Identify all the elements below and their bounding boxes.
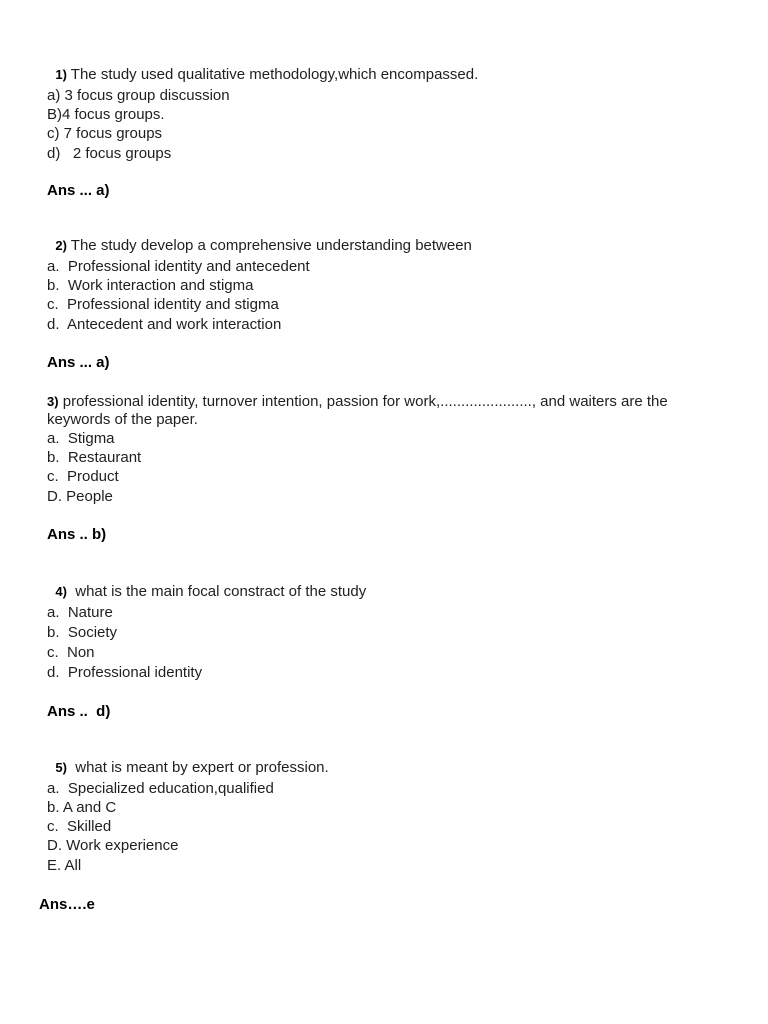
q4-option-b: b. Society bbox=[47, 624, 118, 641]
question-3-number: 3) bbox=[47, 394, 59, 409]
question-5-number: 5) bbox=[55, 760, 67, 775]
question-5-text: what is meant by expert or profession. bbox=[66, 759, 329, 776]
q3-option-c: c. Product bbox=[47, 468, 119, 485]
q5-option-b: b. A and C bbox=[47, 799, 117, 816]
question-2-number: 2) bbox=[55, 238, 67, 253]
q5-answer: Ans….e bbox=[39, 896, 95, 913]
q5-option-a: a. Specialized education,qualified bbox=[47, 780, 274, 797]
question-4-number: 4) bbox=[55, 584, 67, 599]
question-3-text: professional identity, turnover intention, passion for work,......................, and waiters are the keywords of the paper. bbox=[47, 393, 668, 428]
q1-option-a: a) 3 focus group discussion bbox=[47, 87, 230, 104]
q2-option-d: d. Antecedent and work interaction bbox=[47, 316, 282, 333]
q2-option-b: b. Work interaction and stigma bbox=[47, 277, 254, 294]
q2-option-c: c. Professional identity and stigma bbox=[47, 296, 279, 313]
question-2 bbox=[47, 219, 472, 255]
question-1-number: 1) bbox=[55, 67, 67, 82]
q3-option-b: b. Restaurant bbox=[47, 449, 142, 466]
q3-answer: Ans .. b) bbox=[47, 526, 107, 543]
question-1 bbox=[47, 48, 478, 84]
q1-option-d: d) 2 focus groups bbox=[47, 145, 172, 162]
q4-option-c: c. Non bbox=[47, 644, 95, 661]
question-5 bbox=[47, 741, 329, 777]
q4-option-d: d. Professional identity bbox=[47, 664, 203, 681]
q2-option-a: a. Professional identity and antecedent bbox=[47, 258, 310, 275]
q3-option-a: a. Stigma bbox=[47, 430, 115, 447]
question-1-text: The study used qualitative methodology,which encompassed. bbox=[66, 66, 479, 83]
q2-answer: Ans ... a) bbox=[47, 354, 110, 371]
question-4-text: what is the main focal constract of the study bbox=[66, 583, 367, 600]
q4-answer: Ans .. d) bbox=[47, 703, 111, 720]
q5-option-d: D. Work experience bbox=[47, 837, 179, 854]
q1-option-c: c) 7 focus groups bbox=[47, 125, 163, 142]
q5-option-c: c. Skilled bbox=[47, 818, 112, 835]
q1-answer: Ans ... a) bbox=[47, 182, 110, 199]
question-4 bbox=[47, 565, 366, 601]
q1-option-b: B)4 focus groups. bbox=[47, 106, 165, 123]
q5-option-e: E. All bbox=[47, 857, 82, 874]
question-3 bbox=[47, 393, 727, 429]
q3-option-d: D. People bbox=[47, 488, 113, 505]
question-2-text: The study develop a comprehensive understanding between bbox=[66, 237, 472, 254]
q4-option-a: a. Nature bbox=[47, 604, 113, 621]
